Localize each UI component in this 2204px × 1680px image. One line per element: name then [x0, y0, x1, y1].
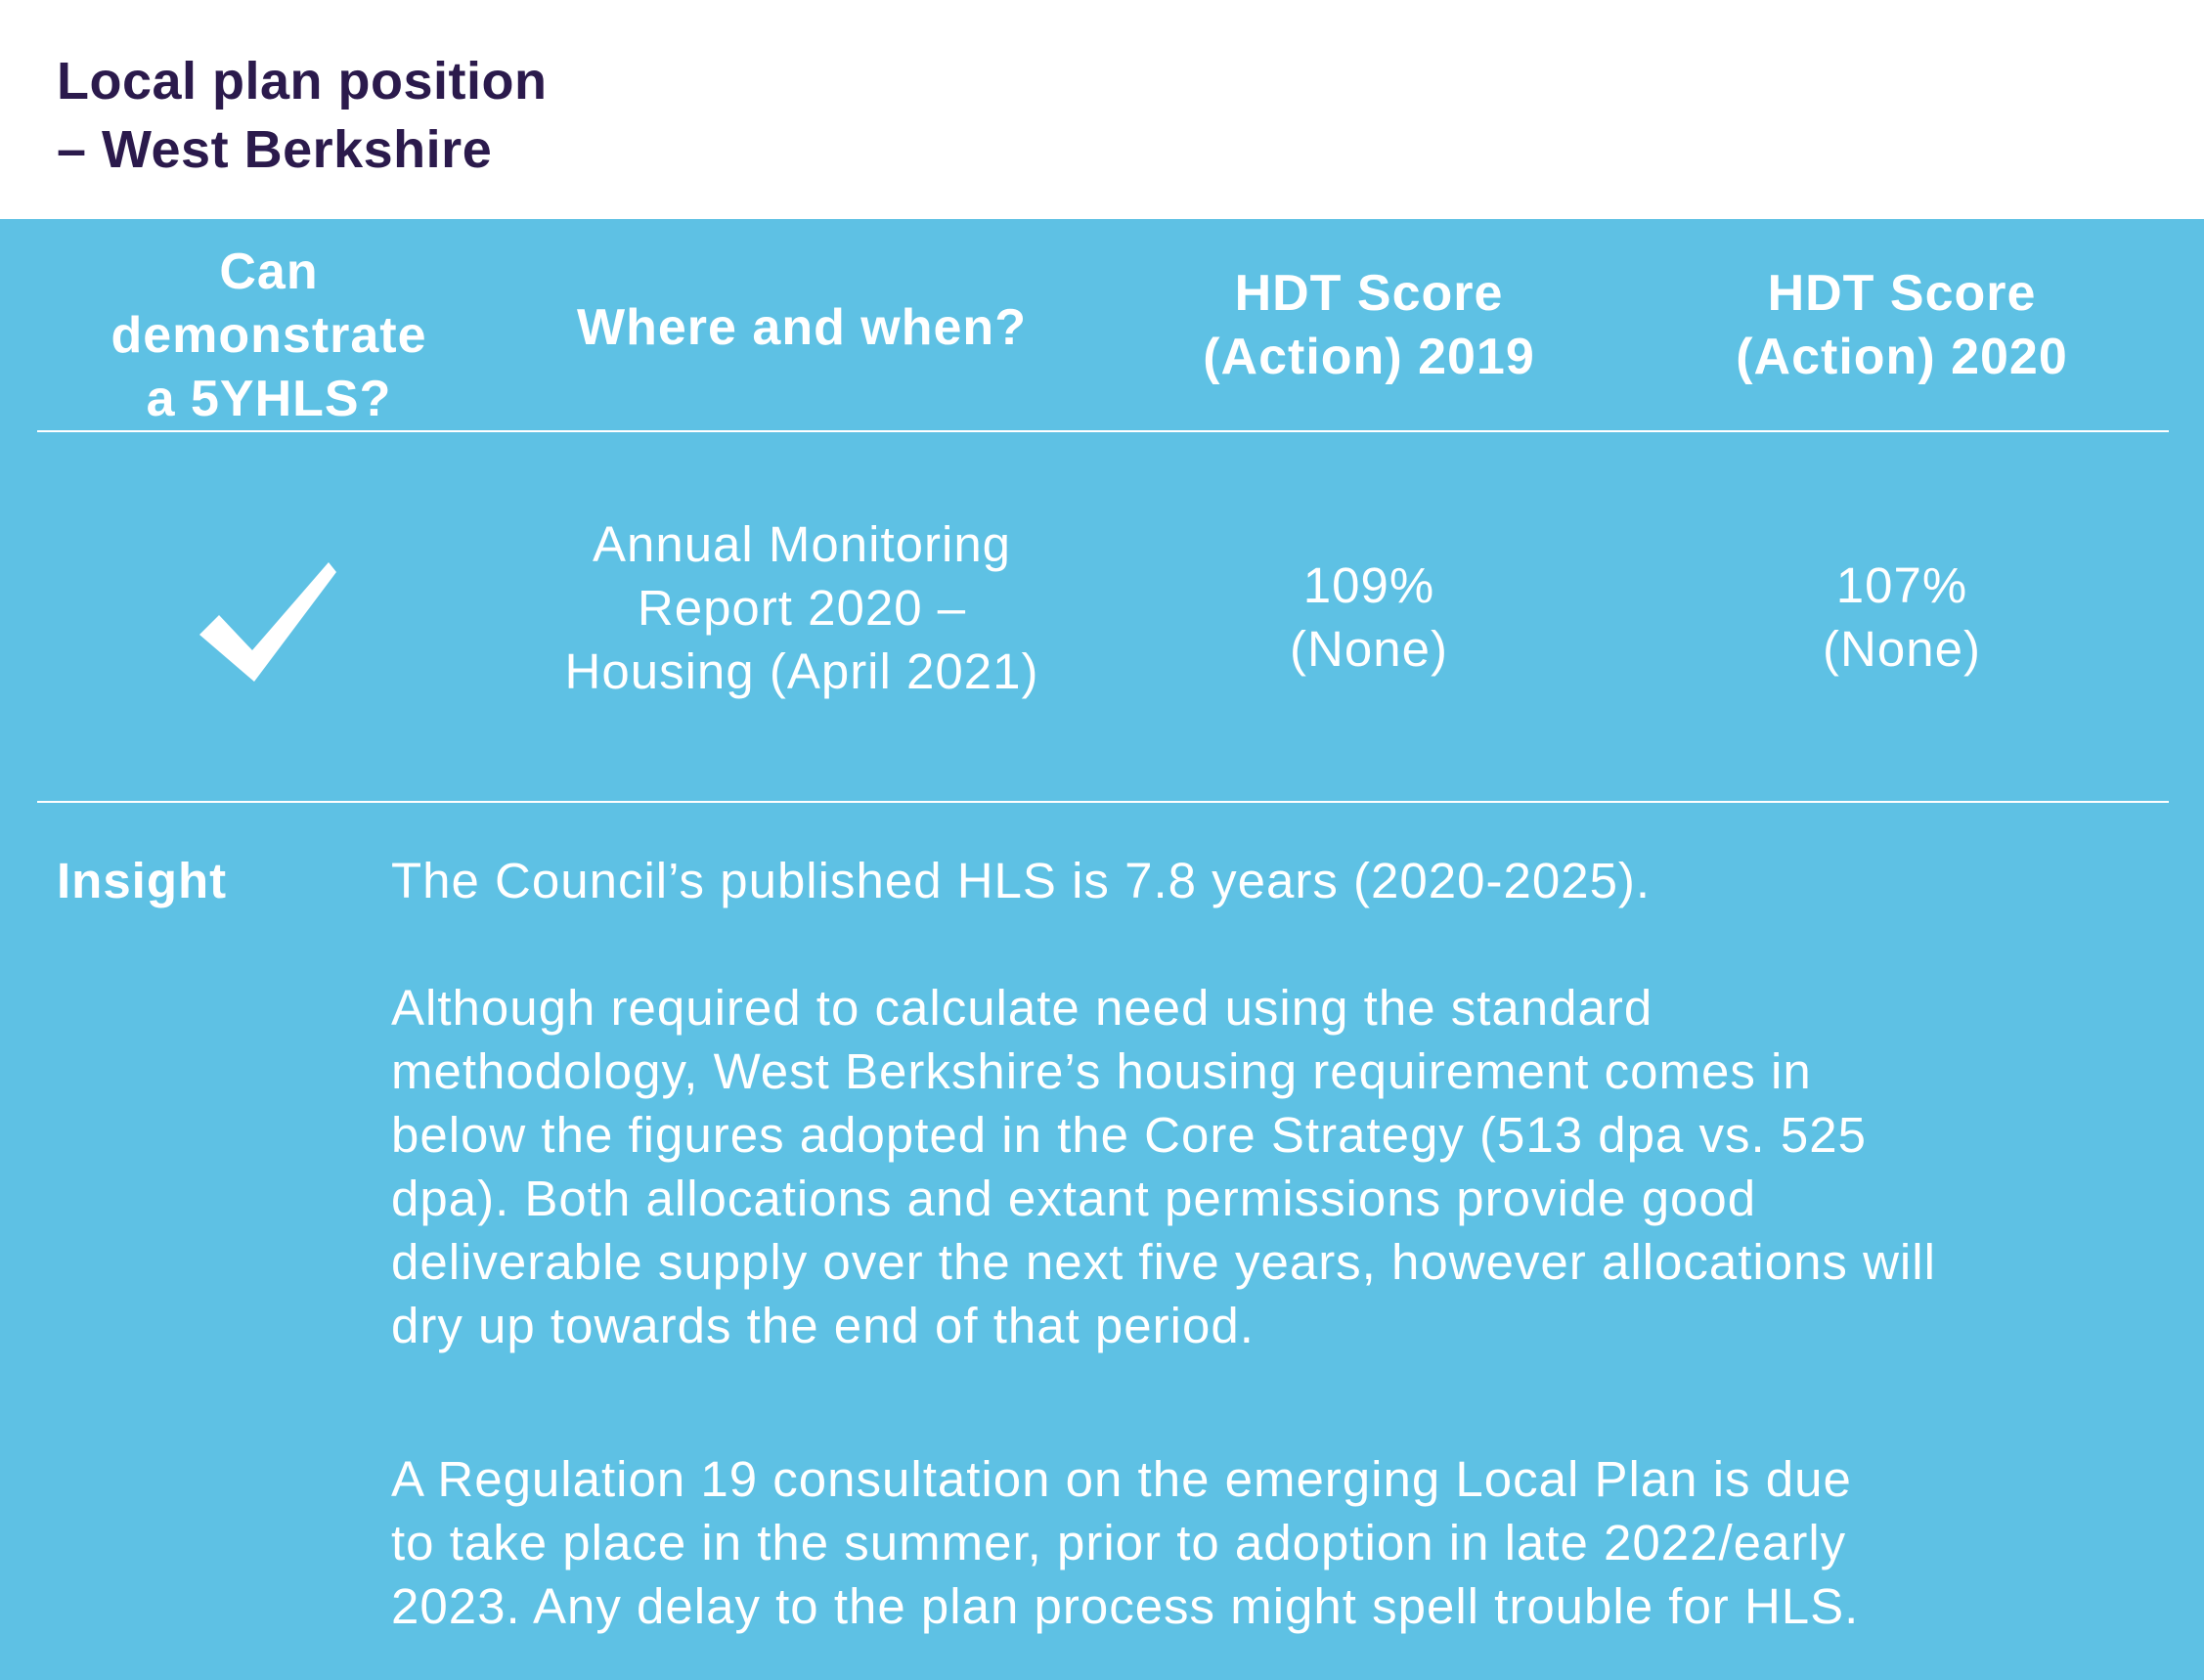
insight-line: deliverable supply over the next five years, however allocations will: [391, 1234, 1936, 1290]
header-text: (Action) 2019: [1203, 329, 1535, 385]
insight-line: methodology, West Berkshire’s housing requirement comes in: [391, 1043, 1812, 1099]
page-title-line-1: Local plan position: [57, 52, 548, 111]
page-title-line-2: – West Berkshire: [57, 120, 493, 179]
cell-text: (None): [1290, 621, 1448, 677]
header-text: Where and when?: [577, 299, 1027, 356]
header-text: demonstrate: [110, 307, 427, 364]
insight-line: below the figures adopted in the Core Strategy (513 dpa vs. 525: [391, 1107, 1867, 1163]
insight-line: 2023. Any delay to the plan process might spell trouble for HLS.: [391, 1578, 1860, 1634]
header-text: a 5YHLS?: [146, 371, 392, 427]
page-title: [57, 47, 937, 184]
cell-where-and-when: [489, 512, 1115, 703]
insight-line: Although required to calculate need using the standard: [391, 980, 1653, 1036]
insight-paragraph-2: [391, 976, 2171, 1357]
cell-hdt-score-2019: [1115, 553, 1623, 681]
header-divider: [37, 430, 2169, 432]
header-hdt-score-2019: [1115, 262, 1623, 389]
insight-label: Insight: [57, 853, 228, 908]
cell-text: Annual Monitoring: [592, 516, 1012, 572]
cell-text: 109%: [1302, 557, 1435, 613]
cell-hdt-score-2020: [1648, 553, 2156, 681]
insight-paragraph-3: [391, 1447, 2171, 1638]
cell-text: 107%: [1835, 557, 1968, 613]
insight-line: dry up towards the end of that period.: [391, 1298, 1255, 1353]
insight-line: to take place in the summer, prior to adoption in late 2022/early: [391, 1515, 1847, 1570]
cell-text: Housing (April 2021): [564, 643, 1039, 699]
row-divider: [37, 801, 2169, 803]
header-text: HDT Score: [1767, 265, 2037, 322]
header-text: (Action) 2020: [1736, 329, 2068, 385]
insight-paragraph-1: [391, 849, 2171, 912]
plan-position-panel: [0, 219, 2204, 1680]
cell-text: Report 2020 –: [637, 580, 967, 636]
header-hdt-score-2020: [1648, 262, 2156, 389]
checkmark-icon: [196, 556, 342, 684]
header-where-and-when: [508, 296, 1095, 360]
insight-line: dpa). Both allocations and extant permissions provide good: [391, 1171, 1757, 1226]
header-text: HDT Score: [1234, 265, 1504, 322]
header-can-demonstrate-5yhls: [39, 241, 499, 431]
header-text: Can: [219, 243, 319, 300]
insight-line: A Regulation 19 consultation on the emerging Local Plan is due: [391, 1451, 1852, 1507]
insight-line: The Council’s published HLS is 7.8 years (2020-2025).: [391, 853, 1652, 908]
cell-text: (None): [1823, 621, 1981, 677]
